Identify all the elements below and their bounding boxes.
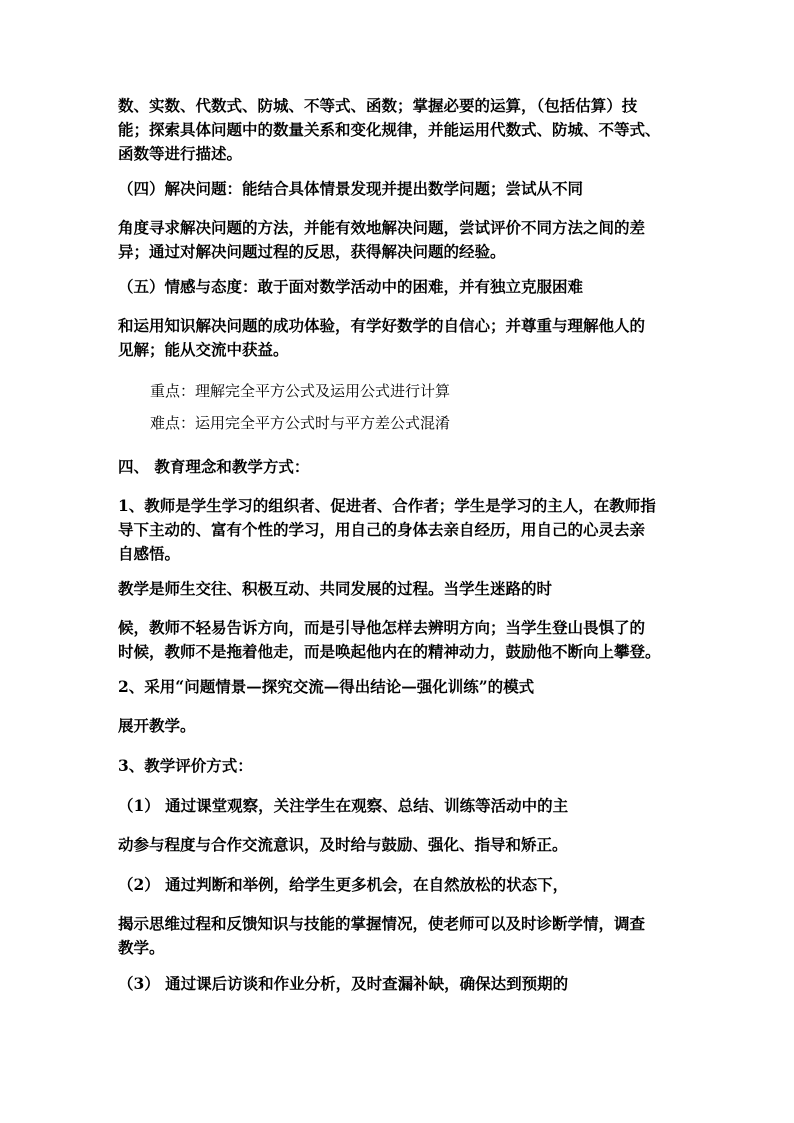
text-line: 异；通过对解决问题过程的反思，获得解决问题的经验。 bbox=[118, 242, 506, 261]
paragraph-attitude bbox=[118, 314, 678, 362]
text-line: （五）情感与态度：敢于面对数学活动中的困难，并有独立克服困难 bbox=[118, 277, 584, 296]
text-line: 揭示思维过程和反馈知识与技能的掌握情况，使老师可以及时诊断学情，调查 bbox=[118, 914, 646, 933]
paragraph-teaching-process-lead bbox=[118, 577, 678, 601]
text-line: 角度寻求解决问题的方法，并能有效地解决问题，尝试评价不同方法之间的差 bbox=[118, 218, 646, 237]
evaluation-item-3 bbox=[118, 972, 678, 996]
text-line: 函数等进行描述。 bbox=[118, 144, 243, 163]
paragraph-teacher-role bbox=[118, 494, 678, 566]
section-heading-education-philosophy bbox=[118, 455, 678, 479]
text-line: 自感悟。 bbox=[118, 544, 181, 563]
paragraph-teaching-mode bbox=[118, 675, 678, 699]
text-line: （3） 通过课后访谈和作业分析，及时查漏补缺，确保达到预期的 bbox=[118, 974, 569, 993]
text-line: 教学是师生交往、积极互动、共同发展的过程。当学生迷路的时 bbox=[118, 579, 553, 598]
text-line: （1） 通过课堂观察，关注学生在观察、总结、训练等活动中的主 bbox=[118, 796, 569, 815]
text-line: 数、实数、代数式、防城、不等式、函数；掌握必要的运算，（包括估算）技 bbox=[118, 96, 638, 115]
evaluation-item-1 bbox=[118, 794, 678, 818]
text-line: 候，教师不轻易告诉方向，而是引导他怎样去辨明方向；当学生登山畏惧了的 bbox=[118, 618, 646, 637]
paragraph-evaluation-heading bbox=[118, 754, 678, 778]
text-line: 展开教学。 bbox=[118, 716, 196, 735]
difficult-point bbox=[150, 411, 710, 435]
text-line: 2、采用“问题情景—探究交流—得出结论—强化训练”的模式 bbox=[118, 677, 535, 696]
key-point bbox=[150, 379, 710, 403]
paragraph-skills bbox=[118, 94, 678, 166]
text-line: 重点：理解完全平方公式及运用公式进行计算 bbox=[150, 382, 451, 400]
text-line: 教学。 bbox=[118, 938, 165, 957]
text-line: 见解；能从交流中获益。 bbox=[118, 340, 289, 359]
evaluation-item-2 bbox=[118, 873, 678, 897]
paragraph-attitude-heading bbox=[118, 275, 678, 299]
text-line: （2） 通过判断和举例，给学生更多机会，在自然放松的状态下， bbox=[118, 875, 569, 894]
text-line: 导下主动的、富有个性的学习，用自己的身体去亲自经历，用自己的心灵去亲 bbox=[118, 520, 646, 539]
text-line: （四）解决问题：能结合具体情景发现并提出数学问题；尝试从不同 bbox=[118, 179, 584, 198]
evaluation-item-1-cont bbox=[118, 833, 678, 857]
text-line: 难点：运用完全平方公式时与平方差公式混淆 bbox=[150, 414, 451, 432]
paragraph-teaching-mode-cont bbox=[118, 714, 678, 738]
text-line: 时候，教师不是拖着他走，而是唤起他内在的精神动力，鼓励他不断向上攀登。 bbox=[118, 642, 661, 661]
text-line: 3、教学评价方式： bbox=[118, 756, 253, 775]
evaluation-item-2-cont bbox=[118, 912, 678, 960]
paragraph-problem-solving-heading bbox=[118, 177, 678, 201]
text-line: 四、 教育理念和教学方式： bbox=[118, 457, 310, 476]
text-line: 动参与程度与合作交流意识，及时给与鼓励、强化、指导和矫正。 bbox=[118, 835, 568, 854]
text-line: 能；探索具体问题中的数量关系和变化规律，并能运用代数式、防城、不等式、 bbox=[118, 120, 661, 139]
text-line: 1、教师是学生学习的组织者、促进者、合作者；学生是学习的主人，在教师指 bbox=[118, 496, 656, 515]
text-line: 和运用知识解决问题的成功体验，有学好数学的自信心；并尊重与理解他人的 bbox=[118, 316, 646, 335]
paragraph-teaching-process bbox=[118, 616, 678, 664]
paragraph-problem-solving bbox=[118, 216, 678, 264]
